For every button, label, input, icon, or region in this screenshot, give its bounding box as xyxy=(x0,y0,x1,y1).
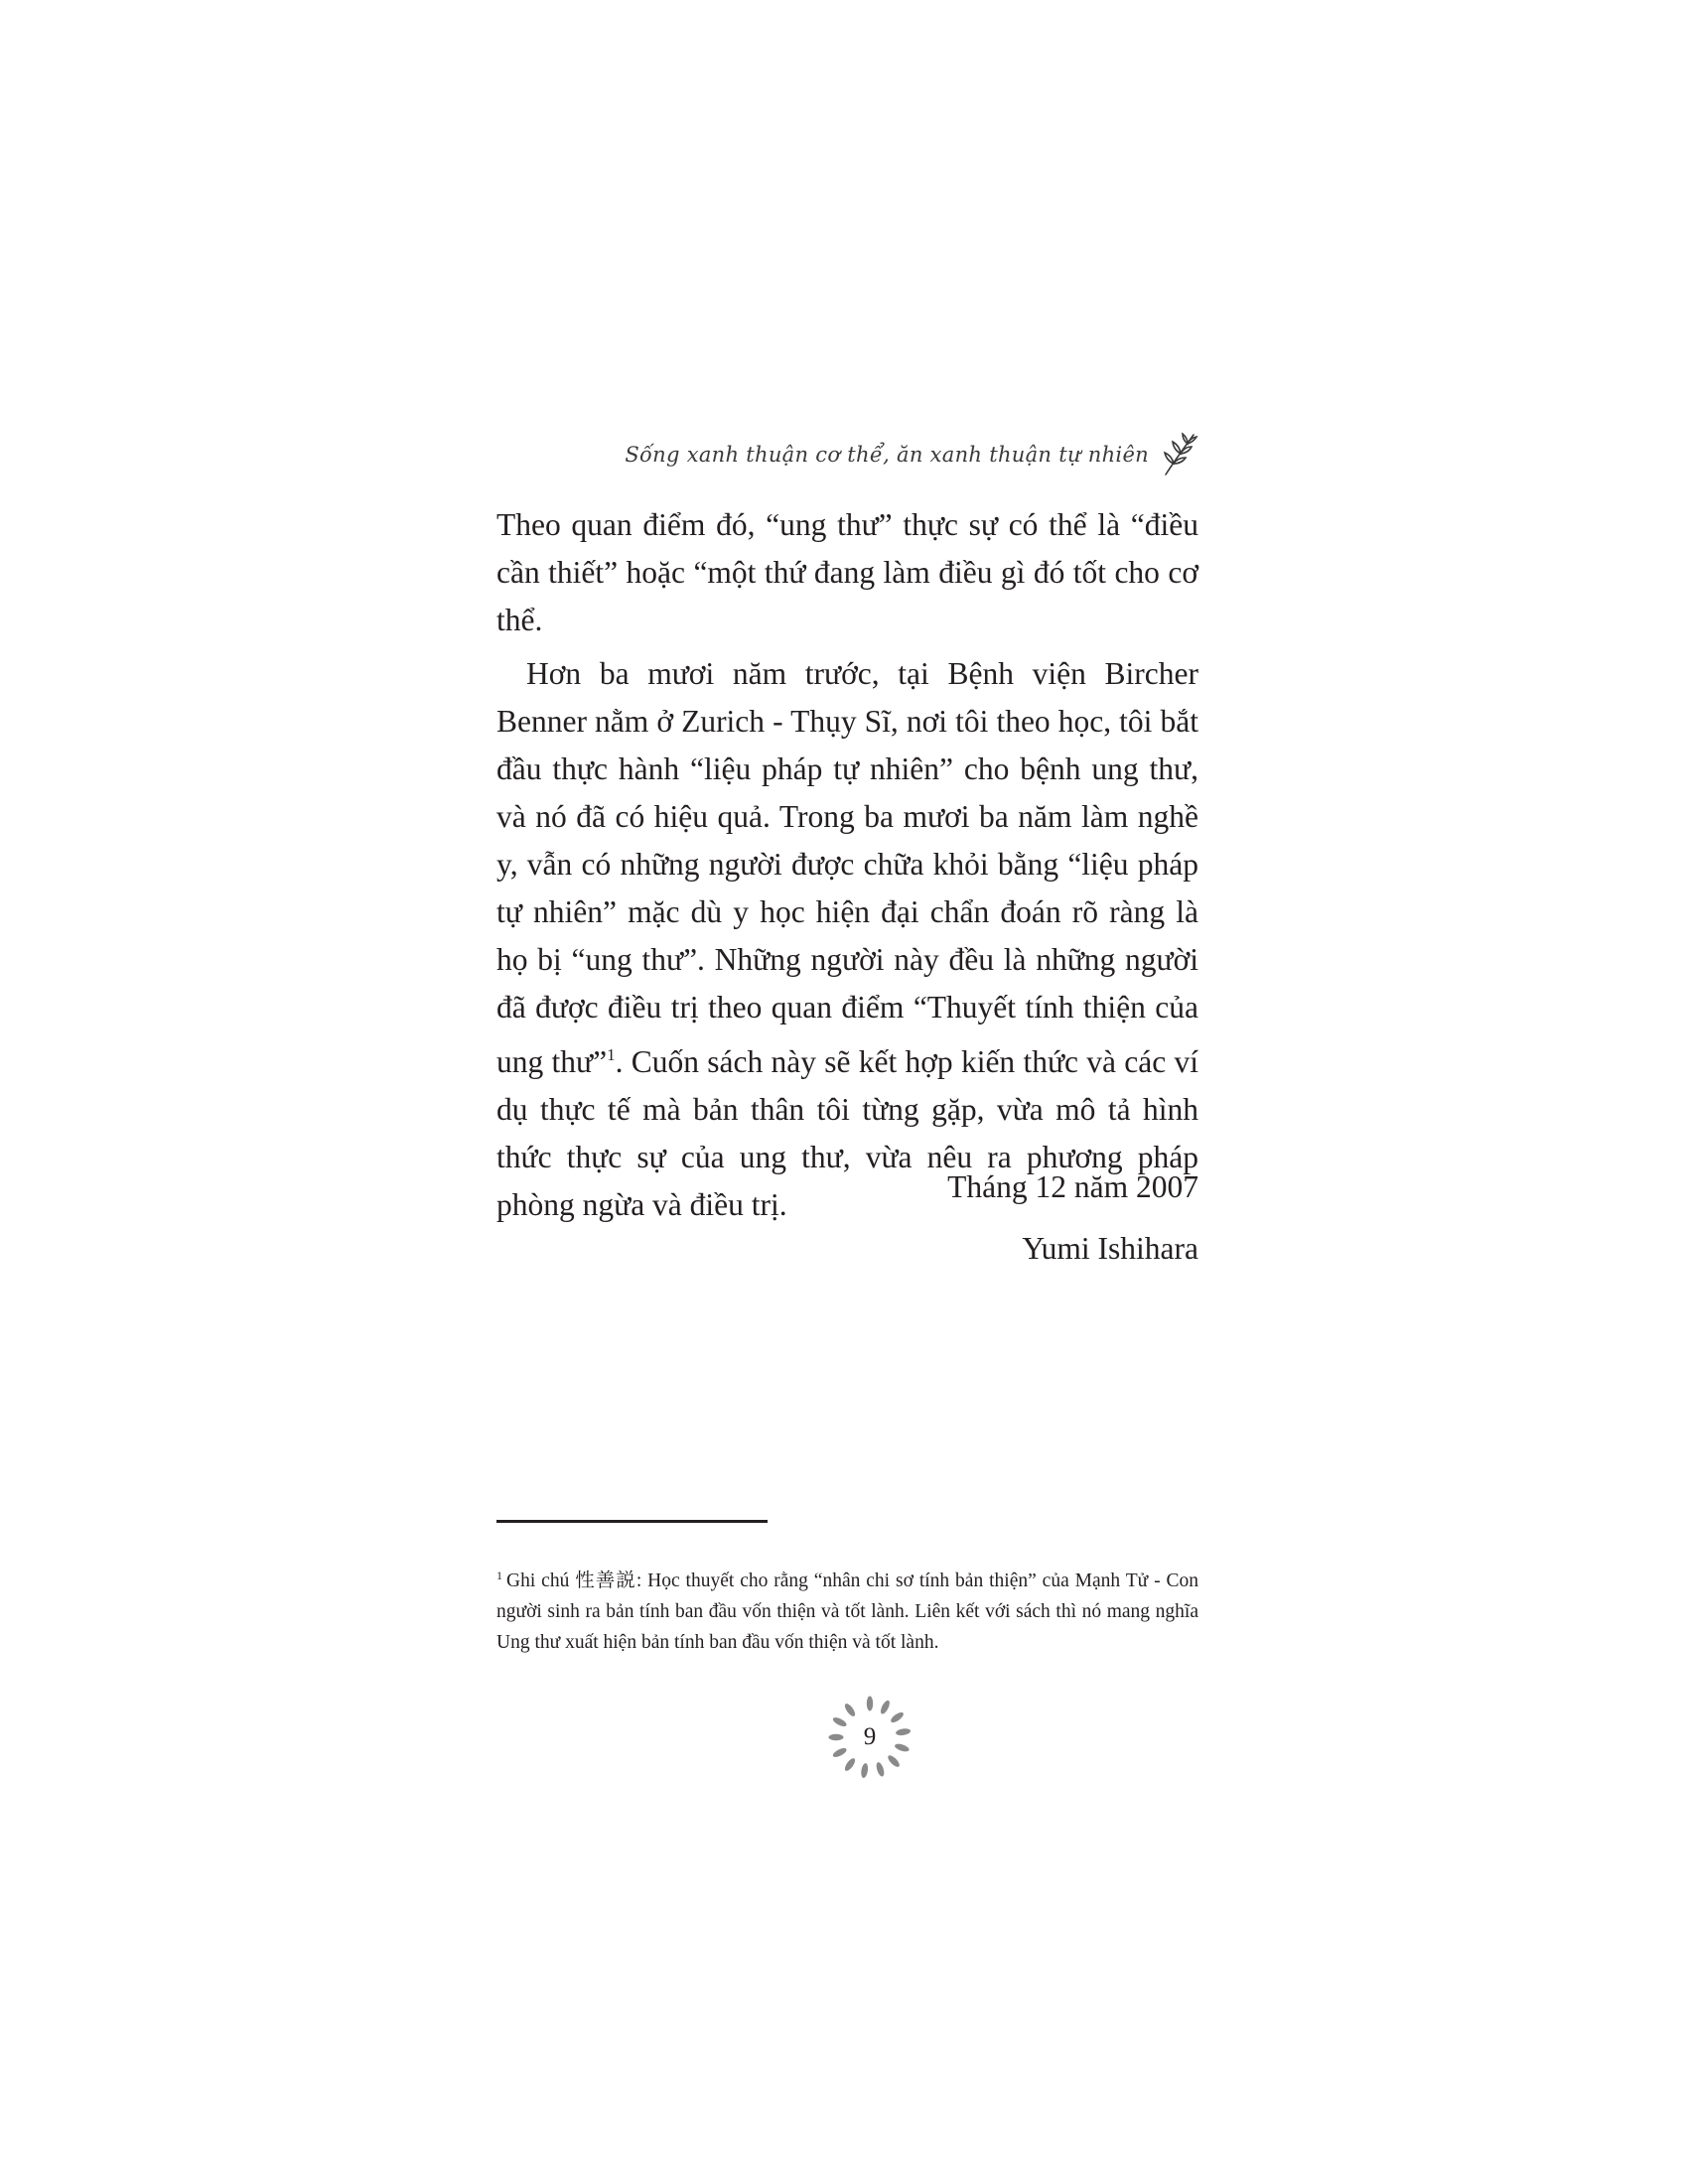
running-title: Sống xanh thuận cơ thể, ăn xanh thuận tự nhiên xyxy=(625,443,1149,467)
running-header xyxy=(496,425,1198,484)
footnote-number: 1 xyxy=(496,1569,502,1582)
paragraph-2 xyxy=(496,650,1198,1229)
footnote-reference[interactable]: 1 xyxy=(607,1045,616,1064)
signature-author: Yumi Ishihara xyxy=(1022,1231,1198,1266)
signature-date: Tháng 12 năm 2007 xyxy=(947,1169,1198,1204)
footnote-divider xyxy=(496,1520,768,1523)
page-number-block xyxy=(828,1696,912,1779)
page-number: 9 xyxy=(863,1723,877,1750)
paragraph-1: Theo quan điểm đó, “ung thư” thực sự có thể là “điều cần thiết” hoặc “một thứ đang làm điều gì đó tốt cho cơ thể. xyxy=(496,507,1198,637)
body-text xyxy=(496,501,1198,1229)
paragraph-2-text-a: Hơn ba mươi năm trước, tại Bệnh viện Bircher Benner nằm ở Zurich - Thụy Sĩ, nơi tôi theo học, tôi bắt đầu thực hành “liệu pháp tự nhiên” cho bệnh ung thư, và nó đã có hiệu quả. Trong ba mươi ba năm làm nghề y, vẫn có những người được chữa khỏi bằng “liệu pháp tự nhiên” mặc dù y học hiện đại chẩn đoán rõ ràng là họ bị “ung thư”. Những người này đều là những người đã được điều trị theo quan điểm “Thuyết tính thiện của ung thư” xyxy=(496,656,1198,1079)
paragraph-2-text-b: . Cuốn sách này sẽ kết hợp kiến thức và các ví dụ thực tế mà bản thân tôi từng gặp, vừa mô tả hình thức thực sự của ung thư, vừa nêu ra phương pháp phòng ngừa và điều trị. xyxy=(496,1044,1198,1222)
footnote xyxy=(496,1561,1198,1658)
footnote-text: Ghi chú 性善説: Học thuyết cho rằng “nhân chi sơ tính bản thiện” của Mạnh Tử - Con người sinh ra bản tính ban đầu vốn thiện và tốt lành. Liên kết với sách thì nó mang nghĩa Ung thư xuất hiện bản tính ban đầu vốn thiện và tốt lành. xyxy=(496,1570,1198,1653)
leaf-sprig-icon xyxy=(1161,431,1198,478)
